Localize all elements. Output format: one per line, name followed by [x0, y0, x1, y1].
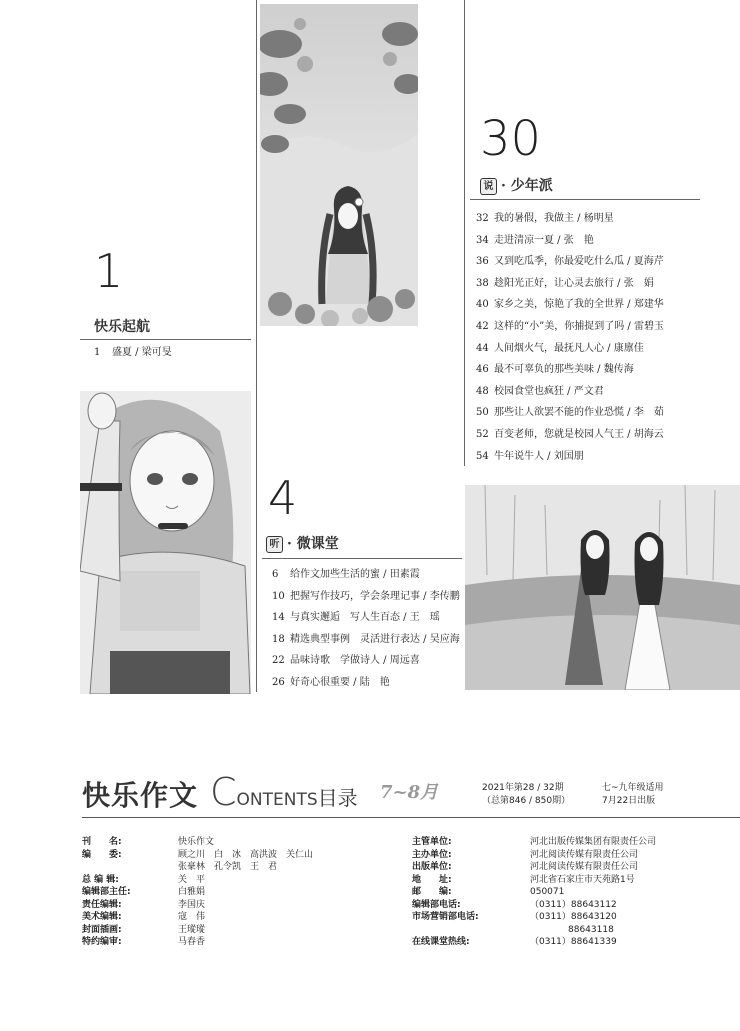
- staff-value: 顾之川 白 冰 高洪波 关仁山: [178, 849, 314, 860]
- staff-value: 白雅娟: [178, 887, 206, 897]
- staff-value: 张豪林 孔令凯 王 君: [178, 862, 278, 872]
- toc-entry[interactable]: [476, 251, 664, 273]
- publisher-value: 河北阅读传媒有限责任公司: [530, 862, 639, 872]
- toc-entry-title: 人间烟火气，最抚凡人心 / 康廪佳: [494, 342, 644, 354]
- publisher-row: [412, 936, 656, 949]
- publisher-value: （0311）88643120: [530, 912, 617, 922]
- staff-value: 关 平: [178, 874, 206, 885]
- toc-page-number: 36: [476, 256, 489, 268]
- staff-row: [82, 886, 313, 899]
- staff-row: [82, 911, 313, 924]
- publisher-value: 河北省石家庄市天苑路1号: [530, 874, 635, 885]
- contents-word: ONTENTS: [236, 790, 318, 810]
- illustration-girl-flowers: [260, 4, 418, 326]
- section-underline: [470, 199, 700, 200]
- section-badge: 说: [480, 178, 497, 195]
- staff-row: [82, 836, 313, 849]
- toc-entry-title: 品味诗歌 学做诗人 / 周远喜: [290, 655, 420, 667]
- toc-entry[interactable]: [94, 342, 172, 364]
- publisher-label: 编辑部电话:: [412, 899, 461, 910]
- toc-entry-title: 趁阳光正好，让心灵去旅行 / 张 娟: [494, 277, 654, 289]
- staff-label: 刊 名:: [82, 837, 122, 847]
- toc-page-number: 48: [476, 385, 489, 397]
- publish-date: 7月22日出版: [602, 796, 656, 806]
- publisher-label: 在线课堂热线:: [412, 937, 470, 947]
- staff-row: [82, 874, 313, 887]
- toc-entry[interactable]: [476, 402, 664, 424]
- publisher-row: [412, 886, 656, 899]
- staff-row: [82, 899, 313, 912]
- toc-entry-title: 与真实邂逅 写人生百态 / 王 瑶: [290, 612, 440, 624]
- toc-page-number: 44: [476, 342, 489, 354]
- toc-list: [476, 208, 664, 467]
- toc-entry-title: 精选典型事例 灵活进行表达 / 吴应海: [290, 633, 460, 645]
- toc-entry[interactable]: [476, 208, 664, 230]
- section-title-text: 微课堂: [296, 536, 339, 552]
- issue-number: 2021年第28 / 32期: [482, 783, 564, 793]
- toc-entry[interactable]: [476, 316, 664, 338]
- section-title: [94, 316, 150, 336]
- toc-entry-title: 走进清凉一夏 / 张 艳: [494, 234, 594, 246]
- divider-line: [464, 0, 465, 466]
- toc-entry[interactable]: [476, 273, 664, 295]
- section-title: [266, 533, 339, 553]
- toc-page-number: 6: [272, 569, 279, 580]
- section-number: 1: [94, 244, 124, 298]
- toc-entry[interactable]: [476, 338, 664, 360]
- staff-label: 编辑部主任:: [82, 887, 131, 897]
- toc-page-number: 54: [476, 450, 489, 462]
- staff-label: 责任编辑:: [82, 899, 122, 910]
- toc-entry[interactable]: [272, 564, 460, 586]
- staff-value: 马春香: [178, 937, 206, 947]
- grade-range: 七~九年级适用: [602, 783, 664, 793]
- staff-label: 总 编 辑:: [82, 874, 119, 885]
- toc-page-number: 42: [476, 320, 489, 332]
- toc-page-number: 34: [476, 234, 489, 246]
- publisher-value: （0311）88643112: [530, 899, 617, 910]
- publisher-row: [412, 899, 656, 912]
- toc-list: [94, 342, 172, 364]
- section-number: 30: [480, 111, 542, 167]
- illustration-girl-waving: [80, 391, 251, 694]
- publisher-label: 出版单位:: [412, 862, 452, 872]
- contents-heading: [210, 770, 358, 814]
- section-title-separator: ·: [501, 178, 506, 194]
- publisher-value: 88643118: [568, 924, 614, 935]
- staff-value: 王瑽瑽: [178, 924, 206, 935]
- toc-page-number: 46: [476, 364, 489, 376]
- staff-row: [82, 924, 313, 937]
- section-title-text: 快乐起航: [94, 319, 150, 335]
- publisher-row: [412, 874, 656, 887]
- toc-entry-title: 盛夏 / 梁可旻: [112, 347, 172, 358]
- section-underline: [262, 558, 462, 559]
- divider-line: [256, 0, 257, 692]
- toc-entry-title: 好奇心很重要 / 陆 艳: [290, 676, 390, 688]
- masthead-rule: [82, 817, 740, 818]
- issue-total: （总第846 / 850期）: [482, 796, 571, 806]
- staff-label: 美术编辑:: [82, 912, 122, 922]
- section-title: [480, 175, 553, 195]
- publisher-row: [412, 861, 656, 874]
- staff-value: 李国庆: [178, 899, 206, 910]
- masthead: [82, 768, 740, 818]
- publisher-label: 主管单位:: [412, 837, 452, 847]
- toc-entry-title: 牛年说牛人 / 刘国朋: [494, 450, 584, 462]
- illustration-two-girls: [465, 485, 740, 690]
- publisher-value: 河北阅读传媒有限责任公司: [530, 849, 639, 860]
- toc-entry[interactable]: [272, 629, 460, 651]
- publisher-label: 主办单位:: [412, 849, 452, 860]
- publisher-label: 地 址:: [412, 874, 452, 885]
- toc-page-number: 14: [272, 612, 285, 624]
- staff-label: 编 委:: [82, 849, 122, 860]
- staff-label: [82, 861, 178, 874]
- publisher-label: [412, 924, 568, 937]
- toc-entry[interactable]: [476, 424, 664, 446]
- publisher-row: [412, 924, 656, 937]
- section-number: 4: [268, 471, 298, 525]
- toc-entry[interactable]: [272, 650, 460, 672]
- section-title-separator: ·: [287, 536, 292, 552]
- toc-entry-title: 最不可辜负的那些美味 / 魏传海: [494, 364, 634, 376]
- section-underline: [80, 339, 251, 340]
- section-badge: 听: [266, 536, 283, 553]
- toc-page-number: 10: [272, 590, 285, 602]
- toc-page-number: 52: [476, 428, 489, 440]
- publisher-value: （0311）88641339: [530, 937, 617, 947]
- toc-page-number: 18: [272, 633, 285, 645]
- staff-row: [82, 936, 313, 949]
- mulu-label: 目录: [317, 786, 358, 810]
- toc-page-number: 26: [272, 676, 285, 688]
- toc-page-number: 40: [476, 299, 489, 311]
- toc-entry-title: 校园食堂也疯狂 / 严文君: [494, 385, 604, 397]
- toc-entry-title: 又到吃瓜季，你最爱吃什么瓜 / 夏海芹: [494, 256, 664, 268]
- publisher-row: [412, 911, 656, 924]
- staff-value: 寇 伟: [178, 912, 206, 922]
- staff-row: [82, 849, 313, 862]
- publisher-label: 邮 编:: [412, 887, 452, 897]
- issue-month: 7~8月: [380, 782, 439, 803]
- magazine-logo: 快乐作文: [82, 779, 199, 812]
- toc-entry-title: 给作文加些生活的蜜 / 田素霞: [290, 569, 420, 580]
- toc-page-number: 50: [476, 407, 489, 419]
- publisher-label: 市场营销部电话:: [412, 912, 479, 922]
- publisher-row: [412, 849, 656, 862]
- staff-value: 快乐作文: [178, 837, 215, 847]
- toc-list: [272, 564, 460, 694]
- contents-initial: C: [210, 770, 237, 814]
- toc-entry-title: 这样的“小”美，你捕捉到了吗 / 雷碧玉: [494, 320, 664, 332]
- toc-entry-title: 家乡之美，惊艳了我的全世界 / 郑建华: [494, 299, 664, 311]
- publisher-value: 050071: [530, 887, 565, 897]
- toc-page-number: 38: [476, 277, 489, 289]
- toc-entry-title: 把握写作技巧，学会条理记事 / 李传鹏: [290, 590, 460, 602]
- toc-page-number: 32: [476, 213, 489, 224]
- section-title-text: 少年派: [510, 178, 553, 194]
- publisher-row: [412, 836, 656, 849]
- staff-row: [82, 861, 313, 874]
- toc-entry[interactable]: [272, 672, 460, 694]
- publisher-table: [412, 836, 656, 949]
- toc-page-number: 22: [272, 655, 285, 667]
- staff-label: 封面插画:: [82, 924, 122, 935]
- toc-entry-title: 百变老师，您就是校园人气王 / 胡海云: [494, 428, 664, 440]
- toc-entry[interactable]: [476, 359, 664, 381]
- toc-entry[interactable]: [272, 607, 460, 629]
- toc-entry-title: 那些让人欲罢不能的作业恐慌 / 李 茹: [494, 407, 664, 419]
- issue-info: [482, 782, 570, 808]
- toc-entry[interactable]: [476, 446, 664, 468]
- staff-table: [82, 836, 313, 949]
- toc-entry-title: 我的暑假，我做主 / 杨明星: [494, 213, 614, 224]
- staff-label: 特约编审:: [82, 937, 122, 947]
- toc-entry[interactable]: [476, 294, 664, 316]
- publisher-value: 河北出版传媒集团有限责任公司: [530, 837, 657, 847]
- grade-info: [602, 782, 664, 808]
- toc-entry[interactable]: [272, 586, 460, 608]
- toc-page-number: 1: [94, 347, 101, 358]
- toc-entry[interactable]: [476, 230, 664, 252]
- toc-entry[interactable]: [476, 381, 664, 403]
